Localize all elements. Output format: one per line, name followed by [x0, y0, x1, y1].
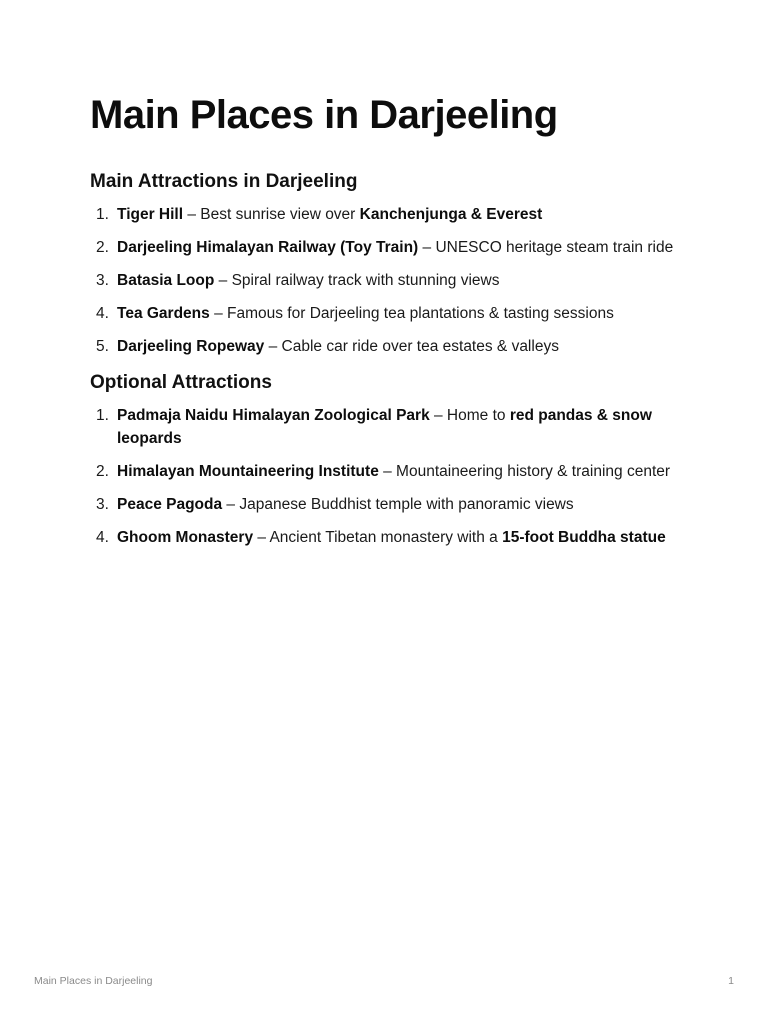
place-description: Famous for Darjeeling tea plantations & tasting sessions	[227, 305, 614, 322]
separator: –	[418, 239, 436, 256]
separator: –	[429, 406, 447, 424]
place-name: Batasia Loop	[117, 272, 215, 289]
list-number: 5.	[96, 338, 109, 355]
place-description: Mountaineering history & training center	[396, 463, 671, 480]
place-description: Japanese Buddhist temple with panoramic views	[239, 496, 574, 513]
place-name: Darjeeling Ropeway	[117, 338, 265, 355]
list-number: 1.	[96, 406, 109, 424]
place-description: Home to	[446, 406, 510, 424]
place-name: Tiger Hill	[117, 206, 184, 223]
list-number: 4.	[96, 529, 109, 546]
place-highlight: Kanchenjunga & Everest	[359, 206, 543, 223]
list-number: 3.	[96, 272, 109, 289]
list-item	[90, 302, 690, 326]
main-attractions-list	[90, 203, 690, 359]
list-item	[90, 493, 690, 517]
list-number: 1.	[96, 206, 109, 223]
place-name: Himalayan Mountaineering Institute	[117, 463, 379, 480]
separator: –	[209, 305, 227, 322]
list-item	[90, 404, 690, 451]
list-item	[90, 269, 690, 293]
place-highlight: red pandas & snow leopards	[117, 406, 652, 447]
list-item	[90, 526, 690, 550]
section-heading-main-attractions: Main Attractions in Darjeeling	[90, 171, 358, 192]
page-title: Main Places in Darjeeling	[90, 93, 558, 137]
list-item	[90, 203, 690, 227]
document-page	[90, 88, 690, 559]
place-description: UNESCO heritage steam train ride	[435, 239, 674, 256]
separator: –	[253, 529, 270, 546]
place-name: Peace Pagoda	[117, 496, 223, 513]
place-description: Best sunrise view over	[200, 206, 360, 223]
list-number: 3.	[96, 496, 109, 513]
place-description: Spiral railway track with stunning views	[231, 272, 500, 289]
place-name: Padmaja Naidu Himalayan Zoological Park	[117, 406, 430, 424]
place-name: Tea Gardens	[117, 305, 210, 322]
list-number: 2.	[96, 463, 109, 480]
footer-title: Main Places in Darjeeling	[34, 975, 153, 987]
list-item	[90, 460, 690, 484]
place-description: Ancient Tibetan monastery with a	[269, 529, 503, 546]
list-number: 2.	[96, 239, 109, 256]
separator: –	[183, 206, 201, 223]
optional-attractions-list	[90, 404, 690, 550]
separator: –	[222, 496, 240, 513]
footer-page-number: 1	[728, 975, 734, 987]
separator: –	[264, 338, 282, 355]
list-item	[90, 335, 690, 359]
place-description: Cable car ride over tea estates & valleys	[281, 338, 559, 355]
place-highlight: 15-foot Buddha statue	[502, 529, 666, 546]
list-item	[90, 236, 690, 260]
separator: –	[214, 272, 232, 289]
separator: –	[378, 463, 397, 480]
section-heading-optional-attractions: Optional Attractions	[90, 371, 272, 393]
place-name: Darjeeling Himalayan Railway (Toy Train)	[117, 239, 419, 256]
list-number: 4.	[96, 305, 109, 322]
place-name: Ghoom Monastery	[117, 529, 254, 546]
